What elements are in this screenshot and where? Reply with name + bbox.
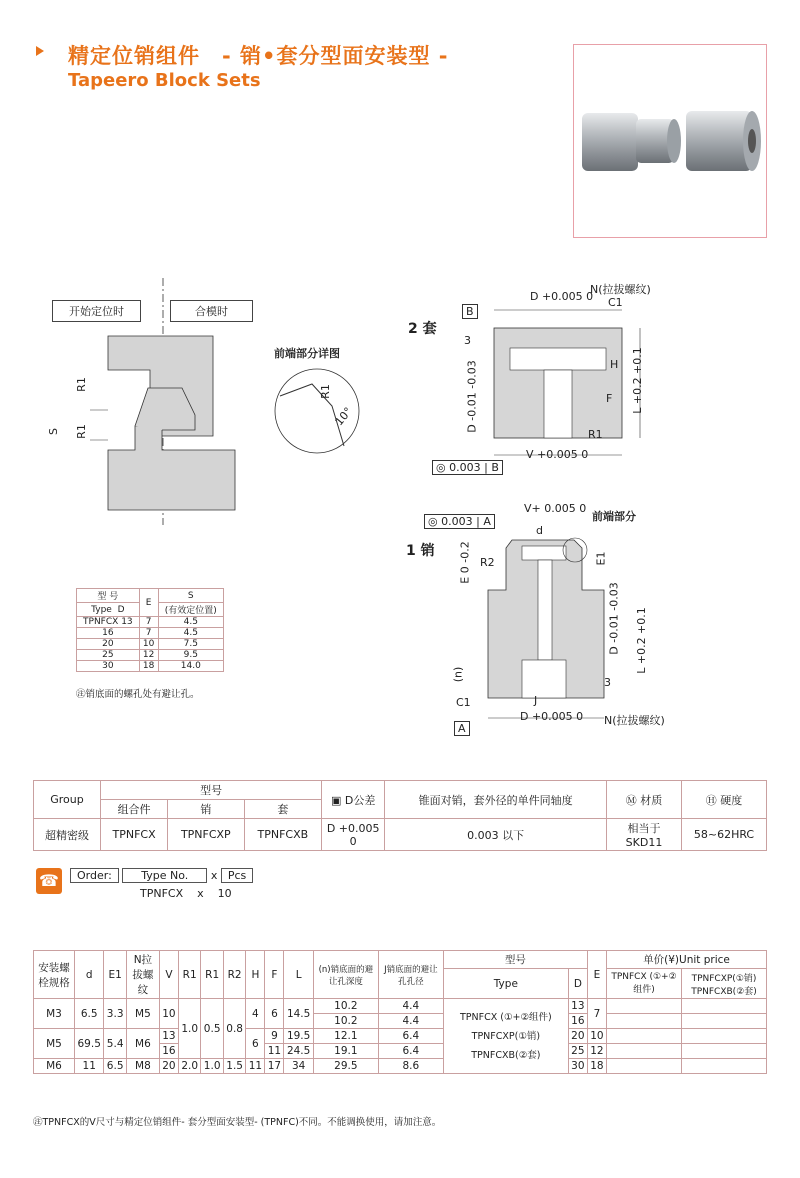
sleeve-dim-3: 3 [464,334,471,347]
spec-table [33,780,767,851]
sleeve-dim-c1: C1 [608,296,623,309]
pin-dim-d: d [536,524,543,537]
table-cell: M6 [34,1059,75,1074]
table-cell: 1.5 [223,1059,245,1074]
table-cell: 10 [159,999,178,1029]
table-cell: 30 [568,1059,587,1074]
title-arrow-icon [36,46,44,56]
sleeve-label: 2 套 [408,321,437,337]
table-cell: 11 [265,1044,284,1059]
sleeve-concentricity: ◎ 0.003 | B [432,460,503,475]
table-row: TPNFCX 13 [77,617,140,628]
table-cell: 13 [159,1029,178,1044]
price-cell [682,1044,767,1059]
table-cell: 1.0 [201,1059,223,1074]
dimension-table [33,950,767,1074]
table-cell: 16 [568,1014,587,1029]
table-cell: 0.5 [201,999,223,1059]
th-e: E [587,951,606,999]
table-cell: 12 [139,650,158,661]
th-s: S [158,589,223,603]
sleeve-dim-f: F [606,392,613,405]
pin-dim-v: V+ 0.005 0 [524,502,587,515]
th-type: Type D [77,603,140,617]
type-list [443,999,568,1074]
table-cell: 16 [159,1044,178,1059]
table-cell: 29.5 [313,1059,378,1074]
table-cell: 4.5 [158,628,223,639]
pin-dim-c1: C1 [456,696,471,709]
detail-title: 前端部分详图 [274,347,340,360]
table-cell: 7 [139,628,158,639]
table-cell: 0.8 [223,999,245,1059]
table-cell: 6 [246,1029,265,1059]
small-table-note: ㊟销底面的螺孔处有避让孔。 [76,689,200,700]
th-model: 型号 [443,951,587,969]
product-photo [573,44,767,238]
price-cell [607,999,682,1014]
positioning-table [76,588,224,672]
table-cell: 9 [265,1029,284,1044]
table-cell: 6.5 [104,1059,126,1074]
order-x: x [210,869,218,882]
table-cell: 18 [139,661,158,672]
table-cell: 7 [139,617,158,628]
table-cell: 6 [265,999,284,1029]
table-cell: 19.1 [313,1044,378,1059]
table-cell: M8 [126,1059,159,1074]
table-cell: 14.0 [158,661,223,672]
table-cell: M5 [34,1029,75,1059]
price-cell [682,1029,767,1044]
table-cell: 13 [568,999,587,1014]
pin-front-label: 前端部分 [592,510,636,523]
price-cell [682,1014,767,1029]
table-cell: 9.5 [158,650,223,661]
order-example-x: x [197,887,204,900]
sleeve-dim-d: D +0.005 0 [530,290,594,303]
page-subtitle: Tapeero Block Sets [68,70,261,91]
th-model: 型号 [101,781,322,800]
th-e: E [139,589,158,617]
pin-concentricity: ◎ 0.003 | A [424,514,495,529]
th-r2: R2 [223,951,245,999]
pin-dim-n-thread: N(拉拔螺纹) [604,714,665,727]
table-cell: 10 [139,639,158,650]
group-value: 超精密级 [34,819,101,851]
table-cell: 11 [75,1059,104,1074]
datum-a: A [454,721,470,736]
table-row: 16 [77,628,140,639]
order-example-type: TPNFCX [140,887,184,900]
sleeve-dim-h: H [610,358,619,371]
detail-r1: R1 [318,384,332,399]
table-cell: 69.5 [75,1029,104,1059]
pin-label: 1 销 [406,543,435,559]
table-cell: 6.5 [75,999,104,1029]
table-cell: 4.5 [158,617,223,628]
table-cell: 7.5 [158,639,223,650]
order-example-qty: 10 [217,887,232,900]
pin-dim-r2: R2 [480,556,495,569]
table-cell: 24.5 [284,1044,313,1059]
table-cell: 10.2 [313,1014,378,1029]
th-group: Group [34,781,101,819]
th-type: Type [443,969,568,999]
hardness-value: 58~62HRC [682,819,767,851]
th-dd: D [568,969,587,999]
pin-value: TPNFCXP [168,819,244,851]
datum-b: B [462,304,478,319]
dim-r1-b: R1 [74,424,88,439]
table-cell: M3 [34,999,75,1029]
order-pcs: Pcs [221,868,253,883]
th-dtol: ▣ D公差 [322,781,385,819]
table-cell: 10.2 [313,999,378,1014]
table-cell: 4.4 [378,999,443,1014]
th-v: V [159,951,178,999]
detail-angle: 10° [332,404,355,429]
table-cell: 10 [587,1029,606,1044]
table-cell: 7 [587,999,606,1029]
table-cell: M6 [126,1029,159,1059]
page-title: 精定位销组件 - 销•套分型面安装型 - [68,44,449,68]
pin-dim-e: E 0 -0.2 [458,541,472,584]
table-cell: 17 [265,1059,284,1074]
th-price-set: TPNFCX (①+②组件) [607,969,682,999]
th-price: 单价(¥)Unit price [607,951,767,969]
th-s-note: (有效定位置) [158,603,223,617]
table-cell: 8.6 [378,1059,443,1074]
pin-dim-d-minus: D -0.01 -0.03 [607,582,621,655]
sleeve-value: TPNFCXB [244,819,322,851]
product-photo-icon [574,45,766,237]
th-f: F [265,951,284,999]
th-hardness: Ⓗ 硬度 [682,781,767,819]
table-cell: 2.0 [178,1059,200,1074]
coax-value: 0.003 以下 [385,819,607,851]
th-h: H [246,951,265,999]
th-model: 型 号 [77,589,140,603]
th-n: N拉拔螺纹 [126,951,159,999]
table-cell: 34 [284,1059,313,1074]
type-pin: TPNFCXP(①销) [471,1030,541,1042]
table-row: 30 [77,661,140,672]
pin-dim-e1: E1 [594,551,608,566]
table-cell: 19.5 [284,1029,313,1044]
table-cell: 20 [159,1059,178,1074]
dim-r1-a: R1 [74,377,88,392]
table-cell: 6.4 [378,1044,443,1059]
th-set: 组合件 [101,800,168,819]
table-cell: 6.4 [378,1029,443,1044]
order-example [140,887,232,900]
table-cell: 20 [568,1029,587,1044]
th-pin: 销 [168,800,244,819]
table-row: 25 [77,650,140,661]
th-j: J销底面的避让孔孔径 [378,951,443,999]
type-sleeve: TPNFCXB(②套) [471,1049,541,1061]
th-r1b: R1 [201,951,223,999]
table-cell: 12.1 [313,1029,378,1044]
sleeve-dim-l: L +0.2 +0.1 [630,347,644,414]
price-cell [682,1059,767,1074]
dim-s: S [46,428,60,435]
material-value: 相当于 SKD11 [607,819,682,851]
table-cell: 11 [246,1059,265,1074]
sleeve-dim-d-minus: D -0.01 -0.03 [465,360,479,433]
th-sleeve: 套 [244,800,322,819]
order-label: Order: [70,868,119,883]
table-cell: 4 [246,999,265,1029]
price-cell [607,1059,682,1074]
table-cell: 1.0 [178,999,200,1059]
th-d: d [75,951,104,999]
sleeve-dim-v: V +0.005 0 [526,448,589,461]
sleeve-dim-n: N(拉拔螺纹) [590,283,651,296]
pin-dim-d-tol: D +0.005 0 [520,710,584,723]
th-n-depth: (n)销底面的避让孔深度 [313,951,378,999]
set-value: TPNFCX [101,819,168,851]
label-mold-closed: 合模时 [170,300,253,322]
table-row: 20 [77,639,140,650]
th-e1: E1 [104,951,126,999]
table-cell: 5.4 [104,1029,126,1059]
dtol-value: D +0.005 0 [322,819,385,851]
phone-icon: ☎ [36,868,62,894]
pin-dim-j: J [534,694,538,707]
th-install: 安装螺栓规格 [34,951,75,999]
sleeve-dim-r1: R1 [588,428,603,441]
order-type-no: Type No. [122,868,207,883]
type-set: TPNFCX (①+②组件) [460,1011,552,1023]
th-coax: 锥面对销，套外径的单件同轴度 [385,781,607,819]
price-cell [682,999,767,1014]
label-start-positioning: 开始定位时 [52,300,141,322]
table-cell: 18 [587,1059,606,1074]
table-cell: 14.5 [284,999,313,1029]
th-material: Ⓜ 材质 [607,781,682,819]
pin-dim-l: L +0.2 +0.1 [634,607,648,674]
table-cell: M5 [126,999,159,1029]
price-cell [607,1044,682,1059]
table-cell: 12 [587,1044,606,1059]
th-price-single: TPNFCXP(①销) TPNFCXB(②套) [682,969,767,999]
order-line [70,868,253,883]
price-cell [607,1029,682,1044]
th-l: L [284,951,313,999]
table-cell: 25 [568,1044,587,1059]
th-r1a: R1 [178,951,200,999]
pin-dim-n: (n) [451,666,465,683]
price-cell [607,1014,682,1029]
table-cell: 4.4 [378,1014,443,1029]
table-cell: 3.3 [104,999,126,1029]
table-note: ㊟TPNFCX的V尺寸与精定位销组件- 套分型面安装型- (TPNFC)不同。不能调换使用，请加注意。 [33,1117,442,1128]
pin-dim-3: 3 [604,676,611,689]
